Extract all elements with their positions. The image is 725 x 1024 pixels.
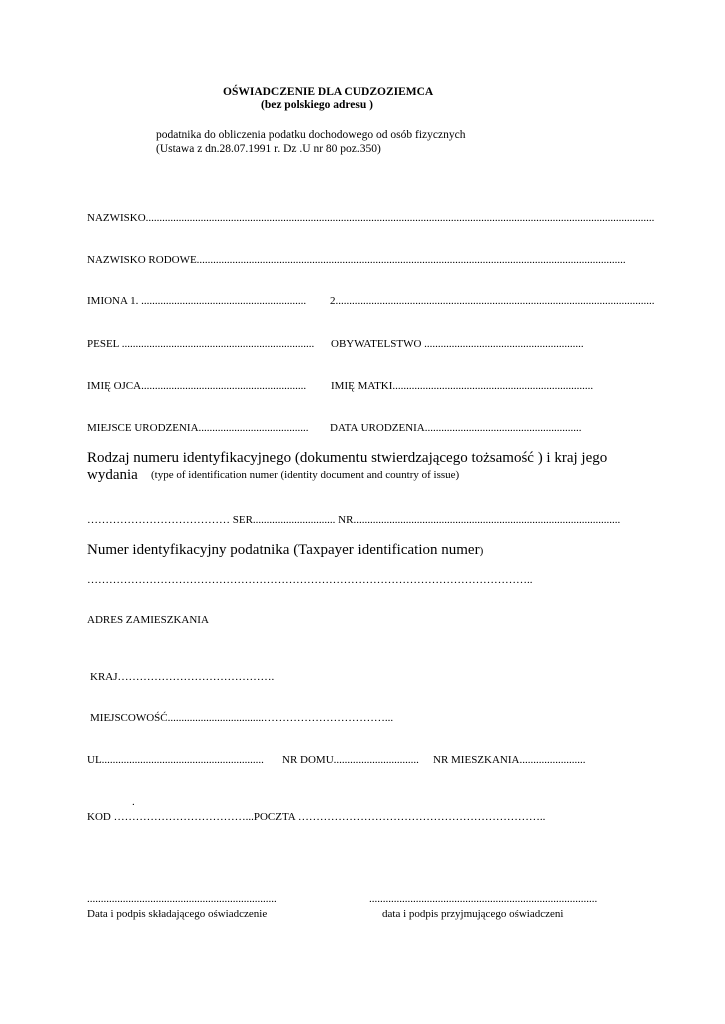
taxpayer-id-label-end: ) — [479, 545, 484, 557]
field-imie-matki[interactable]: IMIĘ MATKI......................................................................... — [331, 380, 594, 392]
field-ser-nr[interactable]: ………………………………… SER.............................. NR................................................................................................. — [87, 514, 621, 526]
signature-right-line[interactable]: ................................................................................... — [369, 893, 598, 905]
field-nr-domu[interactable]: NR DOMU............................... — [282, 754, 419, 766]
field-imiona-1[interactable]: IMIONA 1. ............................................................ — [87, 295, 307, 307]
taxpayer-id-label-main: Numer identyfikacyjny podatnika (Taxpayer identification numer — [87, 542, 480, 558]
signature-left-label: Data i podpis składającego oświadczenie — [87, 908, 268, 920]
field-data-urodzenia[interactable]: DATA URODZENIA......................................................... — [330, 422, 582, 434]
stray-dot: . — [132, 796, 135, 808]
document-legal-reference: (Ustawa z dn.28.07.1991 r. Dz .U nr 80 poz.350) — [156, 143, 381, 155]
field-imiona-2[interactable]: 2.................................................................................................................... — [330, 295, 655, 307]
signature-right-label: data i podpis przyjmującego oświadczeni — [382, 908, 564, 920]
id-type-label-cont: wydania — [87, 467, 138, 483]
address-heading: ADRES ZAMIESZKANIA — [87, 614, 209, 626]
field-kod-poczta[interactable]: KOD ………………………………...POCZTA ………………………………………………………….. — [87, 811, 546, 823]
field-miejscowosc[interactable]: MIEJSCOWOŚĆ...................................……………………………... — [90, 712, 394, 724]
field-taxpayer-id[interactable]: ………………………………………………………………………………………………………….. — [87, 574, 533, 586]
document-title: OŚWIADCZENIE DLA CUDZOZIEMCA — [223, 86, 434, 98]
taxpayer-id-label — [87, 543, 483, 558]
signature-left-line[interactable]: ..................................................................... — [87, 893, 277, 905]
field-nazwisko[interactable]: NAZWISKO......................................................................................................................................................................................... — [87, 212, 655, 224]
field-miejsce-urodzenia[interactable]: MIEJSCE URODZENIA........................................ — [87, 422, 309, 434]
field-kraj[interactable]: KRAJ……………………………………. — [90, 671, 275, 683]
id-type-note: (type of identification numer (identity document and country of issue) — [151, 469, 460, 481]
field-nr-mieszkania[interactable]: NR MIESZKANIA........................ — [433, 754, 586, 766]
field-obywatelstwo[interactable]: OBYWATELSTWO .......................................................... — [331, 338, 584, 350]
document-subtitle: (bez polskiego adresu ) — [261, 99, 373, 111]
id-type-label: Rodzaj numeru identyfikacyjnego (dokumentu stwierdzającego tożsamość ) i kraj jego — [87, 450, 608, 466]
field-pesel[interactable]: PESEL ...................................................................... — [87, 338, 315, 350]
document-description: podatnika do obliczenia podatku dochodowego od osób fizycznych — [156, 129, 466, 141]
field-nazwisko-rodowe[interactable]: NAZWISKO RODOWE............................................................................................................................................................ — [87, 254, 626, 266]
field-ul[interactable]: UL........................................................... — [87, 754, 264, 766]
field-imie-ojca[interactable]: IMIĘ OJCA............................................................ — [87, 380, 307, 392]
